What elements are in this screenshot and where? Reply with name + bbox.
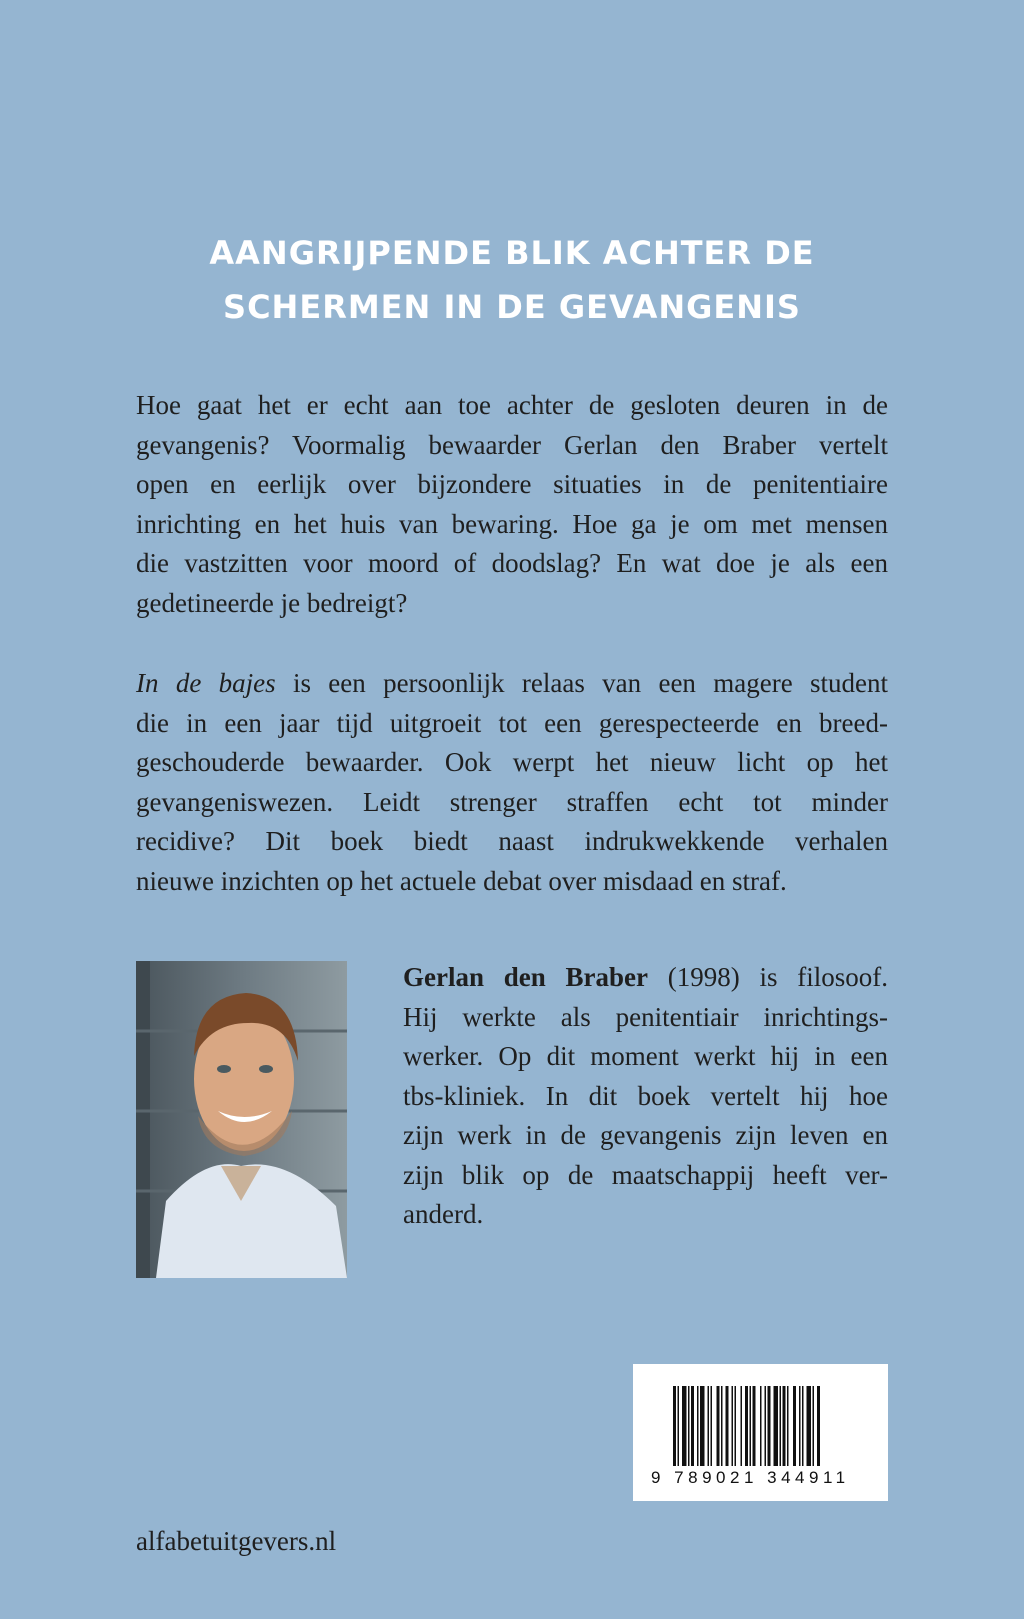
barcode-bar [726, 1386, 729, 1466]
barcode-bar [768, 1386, 771, 1466]
barcode-bar [691, 1386, 694, 1466]
barcode [633, 1364, 888, 1501]
headline [0, 226, 1024, 334]
barcode-bar [793, 1386, 796, 1466]
book-paragraph [136, 664, 888, 901]
intro-line: inrichting en het huis van bewaring. Hoe ga je om met mensen [136, 508, 888, 539]
barcode-bar [711, 1386, 713, 1466]
bio-line: tbs-kliniek. In dit boek vertelt hij hoe [403, 1080, 888, 1111]
barcode-bar [673, 1386, 676, 1466]
author-bio [403, 958, 888, 1235]
bio-line: zijn werk in de gevangenis zijn leven en [403, 1120, 888, 1150]
intro-line: gevangenis? Voormalig bewaarder Gerlan den Braber vertelt [136, 429, 888, 460]
headline-line-2: SCHERMEN IN DE GEVANGENIS [223, 288, 801, 326]
barcode-bar [787, 1386, 789, 1466]
intro-line: Hoe gaat het er echt aan toe achter de gesloten deuren in de [136, 390, 888, 420]
barcode-bar [741, 1386, 743, 1466]
barcode-bar [802, 1386, 804, 1466]
publisher-url: alfabetuitgevers.nl [136, 1526, 337, 1556]
bio-line-1-rest: (1998) is filosoof. [648, 962, 889, 992]
book-title: In de bajes [136, 668, 276, 698]
author-photo [136, 961, 347, 1278]
barcode-bar [721, 1386, 723, 1466]
barcode-bar [765, 1386, 767, 1466]
bio-line: Hij werkte als penitentiair inrichtings- [403, 1001, 888, 1032]
author-name: Gerlan den Braber [403, 962, 648, 992]
intro-paragraph [136, 386, 888, 623]
bio-line: zijn blik op de maatschappij heeft ver- [403, 1159, 888, 1190]
barcode-bar [760, 1386, 762, 1466]
barcode-bar [708, 1386, 710, 1466]
barcode-bar [697, 1386, 699, 1466]
barcode-bar [817, 1386, 820, 1466]
barcode-bar [735, 1386, 737, 1466]
barcode-bar [753, 1386, 756, 1466]
book-line-1-rest: is een persoonlijk relaas van een magere student [275, 668, 889, 698]
intro-line: open en eerlijk over bijzondere situaties in de penitentiaire [136, 469, 888, 499]
book-line: gevangeniswezen. Leidt strenger straffen echt tot minder [136, 786, 888, 817]
barcode-bar [813, 1386, 815, 1466]
barcode-bar [688, 1386, 690, 1466]
barcode-number: 9 789021 344911 [651, 1468, 850, 1487]
barcode-bar [745, 1386, 748, 1466]
barcode-bar [700, 1386, 705, 1466]
intro-line: gedetineerde je bedreigt? [136, 587, 408, 618]
barcode-bar [783, 1386, 786, 1466]
barcode-bar [774, 1386, 779, 1466]
book-line: nieuwe inzichten op het actuele debat over misdaad en straf. [136, 865, 787, 896]
barcode-bar [750, 1386, 752, 1466]
barcode-bar [717, 1386, 720, 1466]
barcode-bar [732, 1386, 734, 1466]
bio-line: werker. Op dit moment werkt hij in een [403, 1041, 888, 1071]
author-portrait-image [136, 961, 347, 1278]
barcode-bar [807, 1386, 812, 1466]
book-line: recidive? Dit boek biedt naast indrukwekkende verhalen [136, 826, 888, 856]
book-line: geschouderde bewaarder. Ook werpt het nieuw licht op het [136, 747, 888, 777]
barcode-bar [799, 1386, 801, 1466]
book-line [136, 664, 888, 704]
intro-line: die vastzitten voor moord of doodslag? En wat doe je als een [136, 548, 888, 578]
bio-line [403, 958, 888, 998]
barcode-bar [678, 1386, 680, 1466]
barcode-bar [682, 1386, 687, 1466]
headline-line-1: AANGRIJPENDE BLIK ACHTER DE [209, 234, 815, 272]
barcode-bar [780, 1386, 782, 1466]
bio-line: anderd. [403, 1199, 484, 1229]
book-line: die in een jaar tijd uitgroeit tot een gerespecteerde en breed- [136, 707, 888, 738]
